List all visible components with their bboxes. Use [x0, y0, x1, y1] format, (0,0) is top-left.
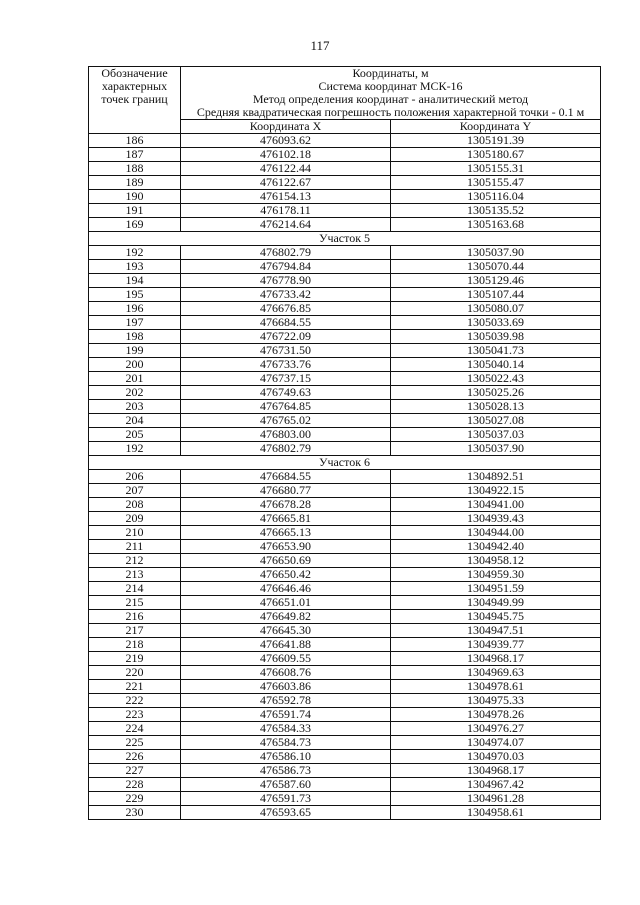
coordinate-x-cell: 476665.81 [181, 512, 391, 526]
point-number-cell: 192 [89, 246, 181, 260]
table-row [89, 148, 601, 162]
coordinate-x-cell: 476154.13 [181, 190, 391, 204]
coordinate-y-cell: 1304976.27 [391, 722, 601, 736]
table-row [89, 554, 601, 568]
point-number-cell: 227 [89, 764, 181, 778]
table-row [89, 274, 601, 288]
table-row [89, 344, 601, 358]
point-number-cell: 229 [89, 792, 181, 806]
coordinates-table-body [89, 67, 601, 820]
coordinate-x-cell: 476587.60 [181, 778, 391, 792]
coordinate-y-cell: 1304968.17 [391, 652, 601, 666]
coordinate-x-cell: 476122.67 [181, 176, 391, 190]
table-row [89, 330, 601, 344]
coordinate-x-cell: 476641.88 [181, 638, 391, 652]
coordinate-y-cell: 1304949.99 [391, 596, 601, 610]
coordinate-x-cell: 476608.76 [181, 666, 391, 680]
coordinate-x-cell: 476765.02 [181, 414, 391, 428]
point-number-cell: 191 [89, 204, 181, 218]
coordinate-x-cell: 476684.55 [181, 316, 391, 330]
page-number: 117 [310, 38, 330, 53]
coordinate-x-cell: 476733.42 [181, 288, 391, 302]
table-row [89, 568, 601, 582]
table-row [89, 246, 601, 260]
table-row [89, 372, 601, 386]
section-title: Участок 6 [89, 456, 601, 470]
table-row [89, 638, 601, 652]
table-row [89, 694, 601, 708]
table-row [89, 484, 601, 498]
coordinate-y-cell: 1305155.31 [391, 162, 601, 176]
table-row [89, 218, 601, 232]
coordinate-system-line: Система координат МСК-16 [318, 79, 463, 93]
point-number-cell: 199 [89, 344, 181, 358]
coordinate-y-cell: 1304978.26 [391, 708, 601, 722]
coordinate-y-cell: 1305025.26 [391, 386, 601, 400]
table-row [89, 792, 601, 806]
coordinate-x-cell: 476093.62 [181, 134, 391, 148]
coordinate-x-cell: 476680.77 [181, 484, 391, 498]
coordinate-y-cell: 1304944.00 [391, 526, 601, 540]
coordinate-x-cell: 476731.50 [181, 344, 391, 358]
coordinate-x-cell: 476649.82 [181, 610, 391, 624]
point-number-cell: 216 [89, 610, 181, 624]
coordinate-y-cell: 1304969.63 [391, 666, 601, 680]
coordinate-y-cell: 1304975.33 [391, 694, 601, 708]
table-row [89, 190, 601, 204]
point-number-cell: 201 [89, 372, 181, 386]
coordinate-y-cell: 1305080.07 [391, 302, 601, 316]
coordinate-x-cell: 476645.30 [181, 624, 391, 638]
coordinate-y-cell: 1304961.28 [391, 792, 601, 806]
coordinate-x-cell: 476653.90 [181, 540, 391, 554]
point-number-cell: 200 [89, 358, 181, 372]
coordinate-y-cell: 1304945.75 [391, 610, 601, 624]
table-row [89, 302, 601, 316]
coordinate-x-cell: 476764.85 [181, 400, 391, 414]
point-number-cell: 207 [89, 484, 181, 498]
coordinate-y-cell: 1305027.08 [391, 414, 601, 428]
table-row [89, 582, 601, 596]
coordinate-y-cell: 1305040.14 [391, 358, 601, 372]
point-number-cell: 203 [89, 400, 181, 414]
coordinate-y-cell: 1305033.69 [391, 316, 601, 330]
coordinate-y-cell: 1304939.77 [391, 638, 601, 652]
coordinate-x-cell: 476646.46 [181, 582, 391, 596]
point-number-cell: 188 [89, 162, 181, 176]
point-number-cell: 204 [89, 414, 181, 428]
table-row [89, 134, 601, 148]
table-row [89, 414, 601, 428]
table-row [89, 400, 601, 414]
point-number-cell: 194 [89, 274, 181, 288]
coordinate-y-cell: 1305135.52 [391, 204, 601, 218]
point-number-cell: 195 [89, 288, 181, 302]
point-number-cell: 205 [89, 428, 181, 442]
point-number-cell: 197 [89, 316, 181, 330]
coordinate-x-cell: 476586.10 [181, 750, 391, 764]
table-row [89, 358, 601, 372]
coordinate-y-cell: 1305191.39 [391, 134, 601, 148]
table-row [89, 652, 601, 666]
column-header-y: Координата Y [391, 120, 601, 134]
coordinate-y-cell: 1304959.30 [391, 568, 601, 582]
table-header-row [89, 67, 601, 120]
coordinate-x-cell: 476592.78 [181, 694, 391, 708]
coordinate-x-cell: 476802.79 [181, 246, 391, 260]
coordinate-y-cell: 1304951.59 [391, 582, 601, 596]
coordinate-y-cell: 1305039.98 [391, 330, 601, 344]
coordinate-y-cell: 1305041.73 [391, 344, 601, 358]
point-number-cell: 212 [89, 554, 181, 568]
table-row [89, 736, 601, 750]
point-number-cell: 208 [89, 498, 181, 512]
table-row [89, 778, 601, 792]
point-number-cell: 218 [89, 638, 181, 652]
table-row [89, 722, 601, 736]
table-row [89, 610, 601, 624]
coordinate-x-cell: 476584.33 [181, 722, 391, 736]
point-number-cell: 220 [89, 666, 181, 680]
coordinate-x-cell: 476102.18 [181, 148, 391, 162]
point-designation-header-line1: Обозначение [101, 66, 168, 80]
coordinate-x-cell: 476591.74 [181, 708, 391, 722]
table-row [89, 260, 601, 274]
coordinate-y-cell: 1304968.17 [391, 764, 601, 778]
coordinates-units-title: Координаты, м [352, 66, 429, 80]
coordinate-y-cell: 1304947.51 [391, 624, 601, 638]
point-number-cell: 213 [89, 568, 181, 582]
coordinate-y-cell: 1304970.03 [391, 750, 601, 764]
point-number-cell: 230 [89, 806, 181, 820]
coordinate-y-cell: 1305155.47 [391, 176, 601, 190]
coordinate-y-cell: 1305070.44 [391, 260, 601, 274]
coordinate-x-cell: 476650.69 [181, 554, 391, 568]
table-row [89, 176, 601, 190]
coordinate-y-cell: 1304942.40 [391, 540, 601, 554]
point-number-cell: 192 [89, 442, 181, 456]
coordinate-y-cell: 1304892.51 [391, 470, 601, 484]
coordinate-x-cell: 476214.64 [181, 218, 391, 232]
table-row [89, 806, 601, 820]
coordinate-x-cell: 476603.86 [181, 680, 391, 694]
coordinate-x-cell: 476651.01 [181, 596, 391, 610]
coordinate-y-cell: 1304967.42 [391, 778, 601, 792]
table-row [89, 540, 601, 554]
coordinate-y-cell: 1305129.46 [391, 274, 601, 288]
coordinate-y-cell: 1304974.07 [391, 736, 601, 750]
table-row [89, 666, 601, 680]
table-row [89, 204, 601, 218]
table-row [89, 764, 601, 778]
coordinate-x-cell: 476722.09 [181, 330, 391, 344]
point-number-cell: 224 [89, 722, 181, 736]
coordinates-table [88, 66, 601, 820]
point-number-cell: 226 [89, 750, 181, 764]
coordinate-x-cell: 476584.73 [181, 736, 391, 750]
coordinate-x-cell: 476802.79 [181, 442, 391, 456]
table-row [89, 708, 601, 722]
point-number-cell: 209 [89, 512, 181, 526]
coordinate-y-cell: 1304978.61 [391, 680, 601, 694]
table-row [89, 596, 601, 610]
table-row [89, 316, 601, 330]
accuracy-line: Средняя квадратическая погрешность положения характерной точки - 0.1 м [196, 105, 585, 119]
coordinate-x-cell: 476586.73 [181, 764, 391, 778]
coordinate-x-cell: 476178.11 [181, 204, 391, 218]
coordinate-x-cell: 476609.55 [181, 652, 391, 666]
column-header-x: Координата X [181, 120, 391, 134]
point-number-cell: 215 [89, 596, 181, 610]
point-number-cell: 219 [89, 652, 181, 666]
point-number-cell: 198 [89, 330, 181, 344]
table-row [89, 512, 601, 526]
point-designation-header [89, 67, 181, 134]
point-designation-header-line3: точек границ [101, 92, 168, 106]
table-row [89, 442, 601, 456]
point-number-cell: 210 [89, 526, 181, 540]
table-row [89, 162, 601, 176]
coordinates-info-header [181, 67, 601, 120]
table-row [89, 428, 601, 442]
coordinate-y-cell: 1305037.90 [391, 442, 601, 456]
coordinate-x-cell: 476593.65 [181, 806, 391, 820]
coordinate-x-cell: 476737.15 [181, 372, 391, 386]
point-number-cell: 222 [89, 694, 181, 708]
point-number-cell: 217 [89, 624, 181, 638]
coordinate-y-cell: 1305163.68 [391, 218, 601, 232]
point-number-cell: 214 [89, 582, 181, 596]
table-row [89, 470, 601, 484]
point-number-cell: 186 [89, 134, 181, 148]
coordinate-x-cell: 476676.85 [181, 302, 391, 316]
coordinate-y-cell: 1305022.43 [391, 372, 601, 386]
coordinate-y-cell: 1305037.03 [391, 428, 601, 442]
coordinate-y-cell: 1304958.61 [391, 806, 601, 820]
coordinate-x-cell: 476803.00 [181, 428, 391, 442]
table-row [89, 526, 601, 540]
coordinate-x-cell: 476122.44 [181, 162, 391, 176]
section-title: Участок 5 [89, 232, 601, 246]
coordinate-y-cell: 1305107.44 [391, 288, 601, 302]
coordinate-y-cell: 1305180.67 [391, 148, 601, 162]
table-row [89, 750, 601, 764]
method-line: Метод определения координат - аналитический метод [252, 92, 529, 106]
coordinate-x-cell: 476794.84 [181, 260, 391, 274]
point-number-cell: 228 [89, 778, 181, 792]
section-title-row [89, 456, 601, 470]
coordinate-x-cell: 476684.55 [181, 470, 391, 484]
coordinate-y-cell: 1304922.15 [391, 484, 601, 498]
coordinate-y-cell: 1304941.00 [391, 498, 601, 512]
table-row [89, 680, 601, 694]
coordinate-x-cell: 476665.13 [181, 526, 391, 540]
point-number-cell: 206 [89, 470, 181, 484]
point-designation-header-line2: характерных [101, 79, 168, 93]
point-number-cell: 187 [89, 148, 181, 162]
coordinate-y-cell: 1304939.43 [391, 512, 601, 526]
point-number-cell: 196 [89, 302, 181, 316]
coordinate-x-cell: 476591.73 [181, 792, 391, 806]
coordinate-y-cell: 1304958.12 [391, 554, 601, 568]
point-number-cell: 190 [89, 190, 181, 204]
coordinate-y-cell: 1305037.90 [391, 246, 601, 260]
coordinate-y-cell: 1305028.13 [391, 400, 601, 414]
coordinate-x-cell: 476678.28 [181, 498, 391, 512]
coordinate-x-cell: 476650.42 [181, 568, 391, 582]
point-number-cell: 193 [89, 260, 181, 274]
coordinate-y-cell: 1305116.04 [391, 190, 601, 204]
coordinate-x-cell: 476749.63 [181, 386, 391, 400]
point-number-cell: 221 [89, 680, 181, 694]
table-row [89, 288, 601, 302]
table-row [89, 498, 601, 512]
point-number-cell: 223 [89, 708, 181, 722]
section-title-row [89, 232, 601, 246]
point-number-cell: 189 [89, 176, 181, 190]
point-number-cell: 225 [89, 736, 181, 750]
point-number-cell: 202 [89, 386, 181, 400]
point-number-cell: 211 [89, 540, 181, 554]
coordinate-x-cell: 476778.90 [181, 274, 391, 288]
coordinate-x-cell: 476733.76 [181, 358, 391, 372]
table-row [89, 386, 601, 400]
point-number-cell: 169 [89, 218, 181, 232]
table-row [89, 624, 601, 638]
